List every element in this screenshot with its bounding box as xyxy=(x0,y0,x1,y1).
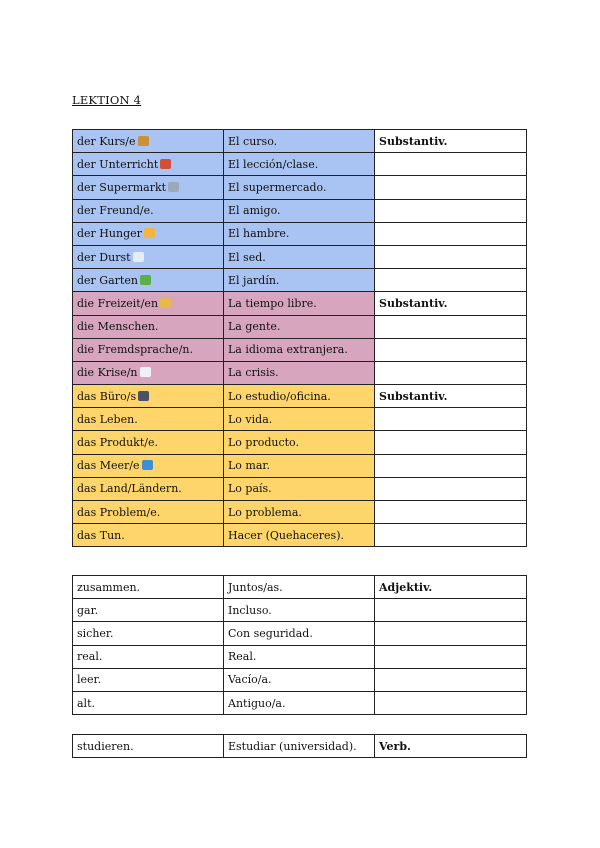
german-word: das Meer/e xyxy=(77,459,140,473)
table-row xyxy=(73,245,527,268)
german-word: der Unterricht xyxy=(77,157,159,171)
word-category-cell xyxy=(375,454,527,477)
word-category-cell xyxy=(375,576,527,599)
table-row xyxy=(73,735,527,758)
german-word: zusammen. xyxy=(77,580,141,594)
german-word-cell xyxy=(73,576,224,599)
spanish-translation-cell xyxy=(224,576,375,599)
german-word: alt. xyxy=(77,696,95,710)
table-row xyxy=(73,222,527,245)
german-word: der Garten xyxy=(77,273,138,287)
table-row xyxy=(73,361,527,384)
spanish-translation-cell xyxy=(224,269,375,292)
german-word-cell xyxy=(73,269,224,292)
spanish-translation-cell xyxy=(224,408,375,431)
spanish-translation: Lo problema. xyxy=(228,505,302,519)
spanish-translation-cell xyxy=(224,222,375,245)
spanish-translation-cell xyxy=(224,622,375,645)
spanish-translation: Antiguo/a. xyxy=(228,696,286,710)
word-category: Substantiv. xyxy=(379,134,448,148)
german-word: studieren. xyxy=(77,739,134,753)
german-word: leer. xyxy=(77,673,102,687)
table-row xyxy=(73,501,527,524)
table-row xyxy=(73,315,527,338)
table-row xyxy=(73,576,527,599)
german-word: gar. xyxy=(77,603,99,617)
german-word-cell xyxy=(73,176,224,199)
word-category-cell xyxy=(375,361,527,384)
german-word-cell xyxy=(73,431,224,454)
german-word-cell xyxy=(73,501,224,524)
word-category: Adjektiv. xyxy=(379,580,433,594)
table-row xyxy=(73,477,527,500)
spanish-translation-cell xyxy=(224,153,375,176)
german-word: das Tun. xyxy=(77,528,125,542)
adjectives-table xyxy=(72,575,527,715)
table-row xyxy=(73,153,527,176)
spanish-translation: El lección/clase. xyxy=(228,157,319,171)
spanish-translation: El amigo. xyxy=(228,204,281,218)
spanish-translation: Lo mar. xyxy=(228,459,270,473)
books-emoji-icon xyxy=(160,159,171,169)
german-word-cell xyxy=(73,622,224,645)
german-word-cell xyxy=(73,338,224,361)
german-word: das Problem/e. xyxy=(77,505,161,519)
spanish-translation: La gente. xyxy=(228,320,281,334)
german-word-cell xyxy=(73,222,224,245)
spanish-translation: La idioma extranjera. xyxy=(228,343,348,357)
word-category-cell xyxy=(375,338,527,361)
word-category-cell xyxy=(375,477,527,500)
word-category: Substantiv. xyxy=(379,389,448,403)
word-category-cell xyxy=(375,269,527,292)
spanish-translation-cell xyxy=(224,338,375,361)
table-row xyxy=(73,269,527,292)
spanish-translation: El supermercado. xyxy=(228,180,327,194)
german-word-cell xyxy=(73,292,224,315)
wave-emoji-icon xyxy=(142,460,153,470)
word-category-cell xyxy=(375,691,527,714)
german-word: das Land/Ländern. xyxy=(77,482,182,496)
table-row xyxy=(73,622,527,645)
table-row xyxy=(73,385,527,408)
word-category-cell xyxy=(375,668,527,691)
spanish-translation-cell xyxy=(224,199,375,222)
spanish-translation-cell xyxy=(224,130,375,153)
glass-emoji-icon xyxy=(133,252,144,262)
word-category-cell xyxy=(375,735,527,758)
german-word: der Kurs/e xyxy=(77,134,136,148)
german-word-cell xyxy=(73,408,224,431)
word-category-cell xyxy=(375,292,527,315)
german-word: die Fremdsprache/n. xyxy=(77,343,193,357)
german-word-cell xyxy=(73,691,224,714)
spanish-translation: El curso. xyxy=(228,134,278,148)
spanish-translation: Lo estudio/oficina. xyxy=(228,389,331,403)
spanish-translation-cell xyxy=(224,454,375,477)
german-word: real. xyxy=(77,650,103,664)
chart-decreasing-emoji-icon xyxy=(140,367,151,377)
page-title: LEKTION 4 xyxy=(72,93,142,107)
german-word-cell xyxy=(73,153,224,176)
table-row xyxy=(73,176,527,199)
word-category-cell xyxy=(375,524,527,547)
spanish-translation-cell xyxy=(224,385,375,408)
spanish-translation-cell xyxy=(224,599,375,622)
word-category: Verb. xyxy=(379,739,411,753)
word-category-cell xyxy=(375,245,527,268)
word-category-cell xyxy=(375,501,527,524)
spanish-translation-cell xyxy=(224,668,375,691)
office-building-emoji-icon xyxy=(138,391,149,401)
spanish-translation: Lo vida. xyxy=(228,412,273,426)
table-row xyxy=(73,338,527,361)
seedling-emoji-icon xyxy=(140,275,151,285)
spanish-translation: Vacío/a. xyxy=(228,673,272,687)
spanish-translation: Hacer (Quehaceres). xyxy=(228,528,344,542)
nouns-table xyxy=(72,129,527,547)
word-category-cell xyxy=(375,130,527,153)
spanish-translation-cell xyxy=(224,477,375,500)
hourglass-emoji-icon xyxy=(160,298,171,308)
spanish-translation: Lo país. xyxy=(228,482,272,496)
table-row xyxy=(73,668,527,691)
word-category-cell xyxy=(375,315,527,338)
table-row xyxy=(73,645,527,668)
spanish-translation: Con seguridad. xyxy=(228,626,313,640)
table-row xyxy=(73,454,527,477)
german-word-cell xyxy=(73,130,224,153)
spanish-translation-cell xyxy=(224,361,375,384)
word-category-cell xyxy=(375,199,527,222)
table-row xyxy=(73,599,527,622)
german-word-cell xyxy=(73,315,224,338)
word-category-cell xyxy=(375,431,527,454)
german-word: das Leben. xyxy=(77,412,138,426)
spanish-translation-cell xyxy=(224,735,375,758)
word-category-cell xyxy=(375,622,527,645)
german-word: die Freizeit/en xyxy=(77,296,159,310)
word-category-cell xyxy=(375,153,527,176)
spanish-translation-cell xyxy=(224,245,375,268)
spanish-translation: Real. xyxy=(228,650,257,664)
german-word-cell xyxy=(73,524,224,547)
spanish-translation: Juntos/as. xyxy=(228,580,283,594)
spanish-translation-cell xyxy=(224,292,375,315)
spanish-translation-cell xyxy=(224,315,375,338)
german-word-cell xyxy=(73,199,224,222)
table-row xyxy=(73,431,527,454)
spanish-translation: Lo producto. xyxy=(228,436,299,450)
word-category-cell xyxy=(375,408,527,431)
spanish-translation-cell xyxy=(224,691,375,714)
german-word: der Freund/e. xyxy=(77,204,154,218)
german-word-cell xyxy=(73,668,224,691)
table-row xyxy=(73,292,527,315)
word-category: Substantiv. xyxy=(379,296,448,310)
spanish-translation-cell xyxy=(224,501,375,524)
spanish-translation-cell xyxy=(224,524,375,547)
spanish-translation: El hambre. xyxy=(228,227,290,241)
shopping-cart-emoji-icon xyxy=(168,182,179,192)
german-word-cell xyxy=(73,245,224,268)
table-row xyxy=(73,199,527,222)
german-word-cell xyxy=(73,361,224,384)
word-category-cell xyxy=(375,222,527,245)
german-word: das Büro/s xyxy=(77,389,137,403)
table-row xyxy=(73,524,527,547)
german-word: sicher. xyxy=(77,626,114,640)
word-category-cell xyxy=(375,176,527,199)
german-word: die Krise/n xyxy=(77,366,138,380)
german-word: der Durst xyxy=(77,250,131,264)
spanish-translation: La crisis. xyxy=(228,366,279,380)
spanish-translation: El sed. xyxy=(228,250,266,264)
spanish-translation: El jardín. xyxy=(228,273,280,287)
table-row xyxy=(73,408,527,431)
verbs-table xyxy=(72,734,527,758)
word-category-cell xyxy=(375,385,527,408)
german-word-cell xyxy=(73,385,224,408)
spanish-translation-cell xyxy=(224,431,375,454)
spanish-translation: Incluso. xyxy=(228,603,272,617)
spanish-translation: La tiempo libre. xyxy=(228,296,317,310)
german-word-cell xyxy=(73,645,224,668)
german-word-cell xyxy=(73,735,224,758)
german-word: die Menschen. xyxy=(77,320,159,334)
spanish-translation-cell xyxy=(224,176,375,199)
german-word: der Hunger xyxy=(77,227,142,241)
german-word: der Supermarkt xyxy=(77,180,167,194)
german-word-cell xyxy=(73,599,224,622)
german-word-cell xyxy=(73,454,224,477)
word-category-cell xyxy=(375,599,527,622)
german-word: das Produkt/e. xyxy=(77,436,158,450)
hungry-face-emoji-icon xyxy=(144,228,155,238)
table-row xyxy=(73,691,527,714)
word-category-cell xyxy=(375,645,527,668)
student-emoji-icon xyxy=(138,136,149,146)
table-row xyxy=(73,130,527,153)
german-word-cell xyxy=(73,477,224,500)
spanish-translation: Estudiar (universidad). xyxy=(228,739,357,753)
spanish-translation-cell xyxy=(224,645,375,668)
